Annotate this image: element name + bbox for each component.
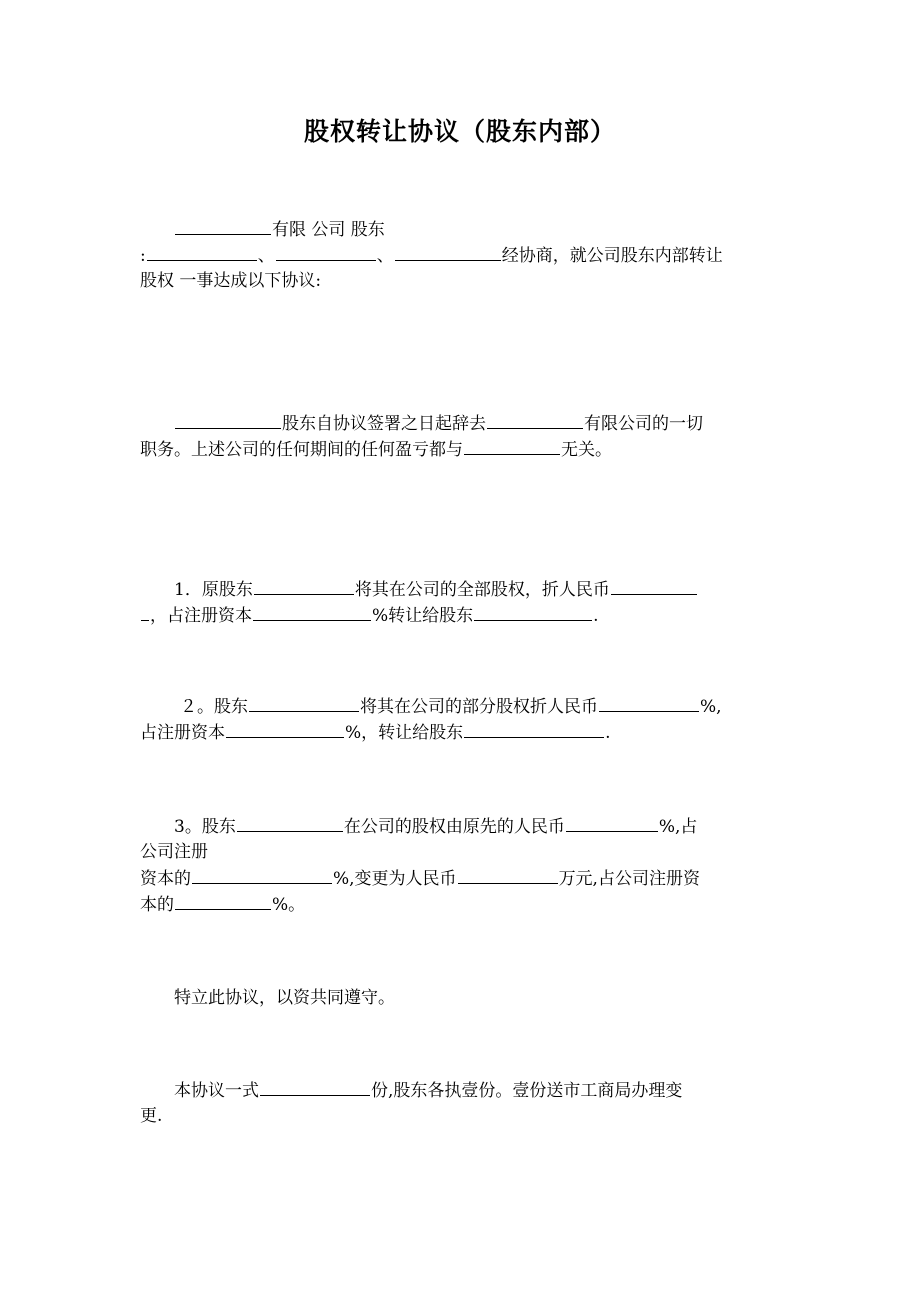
intro-paragraph bbox=[140, 216, 782, 294]
closing-line: 特立此协议，以资共同遵守。 bbox=[174, 988, 395, 1008]
clause-1-seller-blank[interactable] bbox=[254, 576, 354, 595]
clause-1-amount-blank[interactable] bbox=[611, 576, 697, 595]
clause-1-line-2: ，占注册资本 %转让给股东 . bbox=[140, 602, 782, 628]
clause-1-line-1: 1．原股东 将其在公司的全部股权，折人民币 bbox=[140, 576, 782, 602]
clause-3-new-percent-blank[interactable] bbox=[175, 891, 271, 910]
clause-3-new-amount-blank[interactable] bbox=[458, 865, 558, 884]
clause-1-percent-blank[interactable] bbox=[253, 602, 371, 621]
clause-3-line-3: 资本的 %,变更为人民币 万元,占公司注册资 bbox=[140, 865, 782, 891]
copies-line-1: 本协议一式 份,股东各执壹份。壹份送市工商局办理变 bbox=[140, 1077, 782, 1103]
clause-1-amount-blank-cont[interactable] bbox=[141, 602, 149, 621]
clause-2 bbox=[140, 693, 782, 745]
resign-paragraph bbox=[140, 410, 782, 462]
resign-line-1: 股东自协议签署之日起辞去 有限公司的一切 bbox=[140, 410, 782, 436]
clause-3-line-2: 公司注册 bbox=[140, 842, 208, 862]
clause-3-original-percent-blank[interactable] bbox=[566, 813, 658, 832]
document-title: 股权转让协议（股东内部） bbox=[303, 117, 616, 146]
copies-count-blank[interactable] bbox=[260, 1077, 370, 1096]
clause-3 bbox=[140, 813, 782, 917]
shareholder-2-blank[interactable] bbox=[276, 242, 376, 261]
clause-3-line-4: 本的 %。 bbox=[140, 891, 782, 917]
clause-3-capital-percent-blank[interactable] bbox=[192, 865, 332, 884]
closing-paragraph bbox=[140, 985, 782, 1011]
clause-2-line-1: ２。股东 将其在公司的部分股权折人民币 %, bbox=[140, 693, 782, 719]
shareholder-3-blank[interactable] bbox=[395, 242, 501, 261]
resign-party-blank[interactable] bbox=[464, 436, 560, 455]
clause-1-buyer-blank[interactable] bbox=[474, 602, 592, 621]
clause-2-line-2: 占注册资本 %，转让给股东 . bbox=[140, 719, 782, 745]
resign-line-2: 职务。上述公司的任何期间的任何盈亏都与 无关。 bbox=[140, 436, 782, 462]
resign-shareholder-blank[interactable] bbox=[175, 410, 281, 429]
copies-paragraph bbox=[140, 1077, 782, 1129]
company-name-blank[interactable] bbox=[175, 216, 271, 235]
clause-2-seller-blank[interactable] bbox=[249, 693, 359, 712]
resign-company-blank[interactable] bbox=[487, 410, 583, 429]
clause-2-buyer-blank[interactable] bbox=[464, 719, 604, 738]
copies-line-2: 更. bbox=[140, 1106, 163, 1126]
shareholder-1-blank[interactable] bbox=[147, 242, 257, 261]
intro-line-1: 有限 公司 股东 bbox=[140, 216, 782, 242]
clause-1 bbox=[140, 576, 782, 628]
clause-3-shareholder-blank[interactable] bbox=[237, 813, 343, 832]
clause-2-amount-blank[interactable] bbox=[599, 693, 699, 712]
clause-3-line-1: 3。股东 在公司的股权由原先的人民币 %,占 bbox=[140, 813, 782, 839]
intro-line-3: 股权 一事达成以下协议: bbox=[140, 271, 322, 291]
clause-2-percent-blank[interactable] bbox=[226, 719, 344, 738]
intro-line-2: : 、 、 经协商，就公司股东内部转让 bbox=[140, 242, 782, 268]
